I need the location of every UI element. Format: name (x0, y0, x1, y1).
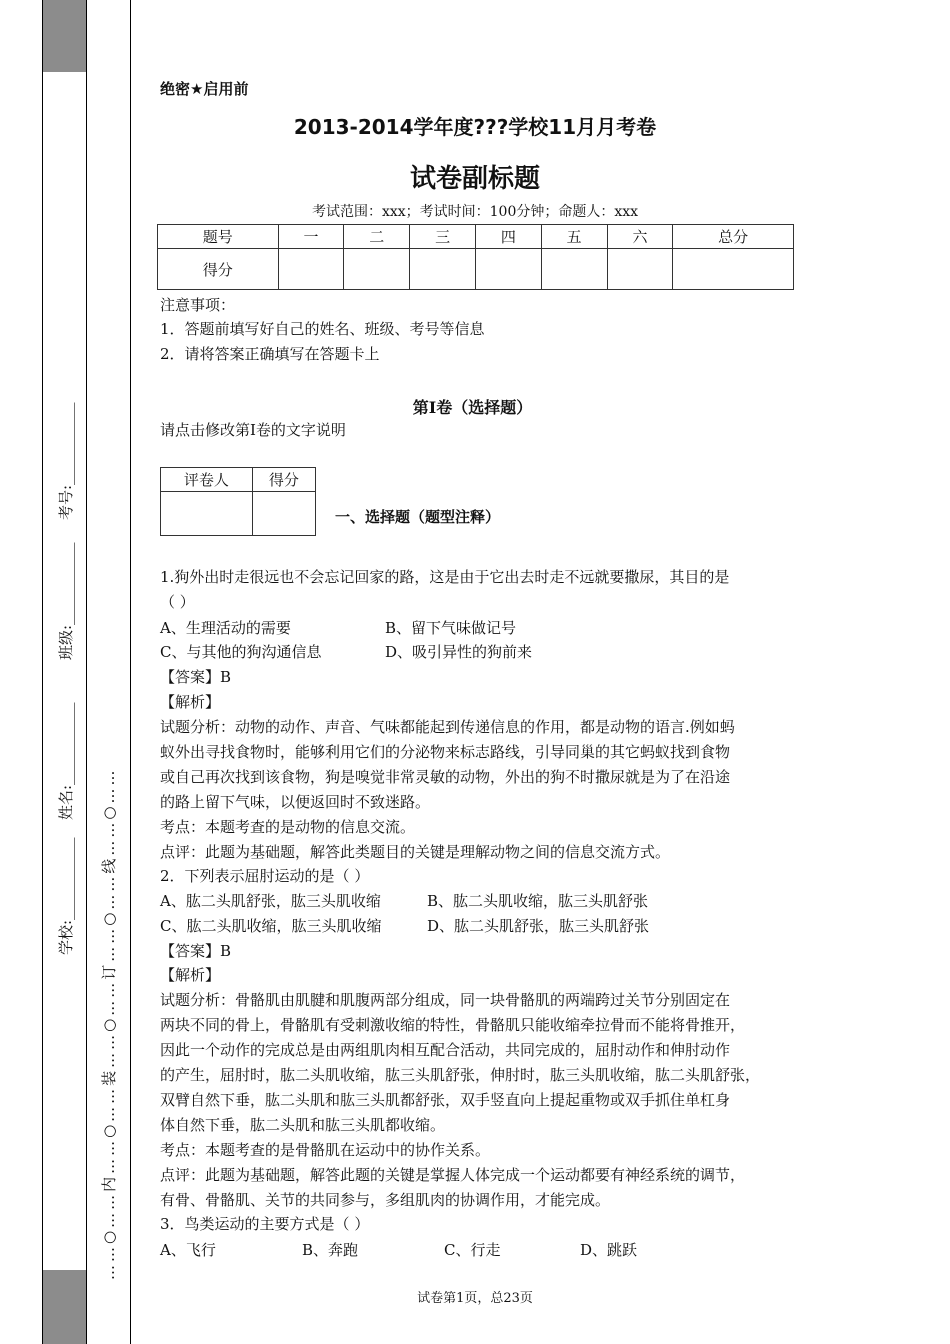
gutter-shade-bottom (42, 1270, 86, 1344)
kaodian-line: 考点：本题考查的是动物的信息交流。 (160, 818, 416, 836)
exam-title: 2013-2014学年度???学校11月月考卷 (293, 115, 657, 139)
option-a[interactable]: A、飞行 (160, 1241, 216, 1259)
score-header-cell: 五 (541, 225, 607, 249)
score-cell[interactable] (541, 249, 607, 290)
score-cell[interactable] (607, 249, 673, 290)
score-header-cell: 三 (410, 225, 476, 249)
score-cell[interactable] (410, 249, 476, 290)
exam-info: 考试范围：xxx；考试时间：100分钟；命题人：xxx (311, 204, 639, 220)
analysis-label: 【解析】 (160, 966, 221, 984)
section-description: 请点击修改第I卷的文字说明 (160, 421, 346, 439)
question-stem: 1.狗外出时走很远也不会忘记回家的路，这是由于它出去时走不远就要撒尿，其目的是 (160, 568, 730, 586)
part-title: 一、选择题（题型注释） (335, 508, 501, 526)
option-c[interactable]: C、行走 (444, 1241, 501, 1259)
question-paren: （ ） (160, 593, 195, 611)
gutter-shade-top (42, 0, 86, 72)
notes-item: 2．请将答案正确填写在答题卡上 (160, 345, 380, 363)
score-header-cell: 题号 (158, 225, 279, 249)
score-table-header-row (158, 225, 794, 249)
option-d[interactable]: D、吸引异性的狗前来 (385, 643, 533, 661)
question-stem: 2．下列表示屈肘运动的是（ ） (160, 867, 370, 885)
score-cell[interactable] (475, 249, 541, 290)
dianping-line: 点评：此题为基础题，解答此题的关键是掌握人体完成一个运动都要有神经系统的调节， (160, 1166, 746, 1184)
analysis-line: 双臂自然下垂，肱二头肌和肱三头肌都舒张，双手竖直向上提起重物或双手抓住单杠身 (160, 1091, 731, 1109)
score-table-score-row (158, 249, 794, 290)
notes-title: 注意事项： (160, 296, 236, 314)
answer-label: 【答案】B (160, 668, 232, 686)
answer-label: 【答案】B (160, 942, 232, 960)
score-cell[interactable] (278, 249, 344, 290)
score-cell[interactable] (673, 249, 794, 290)
score-header-cell: 六 (607, 225, 673, 249)
page-footer: 试卷第1页，总23页 (417, 1291, 533, 1306)
option-c[interactable]: C、与其他的狗沟通信息 (160, 643, 322, 661)
grader-cell[interactable] (161, 492, 253, 536)
option-d[interactable]: D、肱二头肌舒张，肱三头肌舒张 (427, 917, 650, 935)
notes-item: 1．答题前填写好自己的姓名、班级、考号等信息 (160, 320, 485, 338)
gutter-field-school: 学校:___________ (57, 837, 75, 955)
grader-header-cell: 评卷人 (161, 468, 253, 492)
gutter-field-name: 姓名:___________ (57, 702, 75, 820)
score-header-cell: 四 (475, 225, 541, 249)
question-stem: 3．鸟类运动的主要方式是（ ） (160, 1215, 370, 1233)
gutter-field-class: 班级:___________ (57, 542, 75, 660)
option-a[interactable]: A、肱二头肌舒张，肱三头肌收缩 (160, 892, 381, 910)
exam-subtitle: 试卷副标题 (409, 164, 540, 194)
gutter-field-number: 考号:___________ (57, 402, 75, 520)
option-b[interactable]: B、留下气味做记号 (385, 619, 517, 637)
analysis-label: 【解析】 (160, 693, 221, 711)
analysis-line: 或自己再次找到该食物，狗是嗅觉非常灵敏的动物，外出的狗不时撒尿就是为了在沿途 (160, 768, 731, 786)
analysis-line: 两块不同的骨上，骨骼肌有受刺激收缩的特性，骨骼肌只能收缩牵拉骨而不能将骨推开， (160, 1016, 746, 1034)
analysis-line: 体自然下垂，肱二头肌和肱三头肌都收缩。 (160, 1116, 446, 1134)
analysis-line: 的路上留下气味，以便返回时不致迷路。 (160, 793, 431, 811)
dianping-line: 点评：此题为基础题，解答此类题目的关键是理解动物之间的信息交流方式。 (160, 843, 671, 861)
analysis-line: 的产生，屈肘时，肱二头肌收缩，肱三头肌舒张，伸肘时，肱三头肌收缩，肱二头肌舒张， (160, 1066, 761, 1084)
grader-header-cell: 得分 (252, 468, 315, 492)
grader-table (160, 467, 316, 536)
grader-cell[interactable] (252, 492, 315, 536)
score-row-label: 得分 (158, 249, 279, 290)
section-title: 第I卷（选择题） (412, 398, 533, 417)
confidential-label: 绝密★启用前 (160, 80, 249, 98)
option-d[interactable]: D、跳跃 (580, 1241, 638, 1259)
score-header-cell: 二 (344, 225, 410, 249)
score-header-cell: 总分 (673, 225, 794, 249)
score-table (157, 224, 794, 290)
score-cell[interactable] (344, 249, 410, 290)
analysis-line: 因此一个动作的完成总是由两组肌肉相互配合活动，共同完成的，屈肘动作和伸肘动作 (160, 1041, 731, 1059)
kaodian-line: 考点：本题考查的是骨骼肌在运动中的协作关系。 (160, 1141, 491, 1159)
analysis-line: 试题分析：骨骼肌由肌腱和肌腹两部分组成，同一块骨骼肌的两端跨过关节分别固定在 (160, 991, 731, 1009)
gutter-inner-text: ……○……内……○……装……○……订……○……线……○…… (100, 767, 118, 1280)
option-c[interactable]: C、肱二头肌收缩，肱三头肌收缩 (160, 917, 382, 935)
option-b[interactable]: B、奔跑 (302, 1241, 359, 1259)
dianping-line: 有骨、骨骼肌、关节的共同参与，多组肌肉的协调作用，才能完成。 (160, 1191, 611, 1209)
option-a[interactable]: A、生理活动的需要 (160, 619, 291, 637)
analysis-line: 蚁外出寻找食物时，能够利用它们的分泌物来标志路线，引导同巢的其它蚂蚁找到食物 (160, 743, 731, 761)
option-b[interactable]: B、肱二头肌收缩，肱三头肌舒张 (427, 892, 649, 910)
score-header-cell: 一 (278, 225, 344, 249)
analysis-line: 试题分析：动物的动作、声音、气味都能起到传递信息的作用，都是动物的语言.例如蚂 (160, 718, 735, 736)
